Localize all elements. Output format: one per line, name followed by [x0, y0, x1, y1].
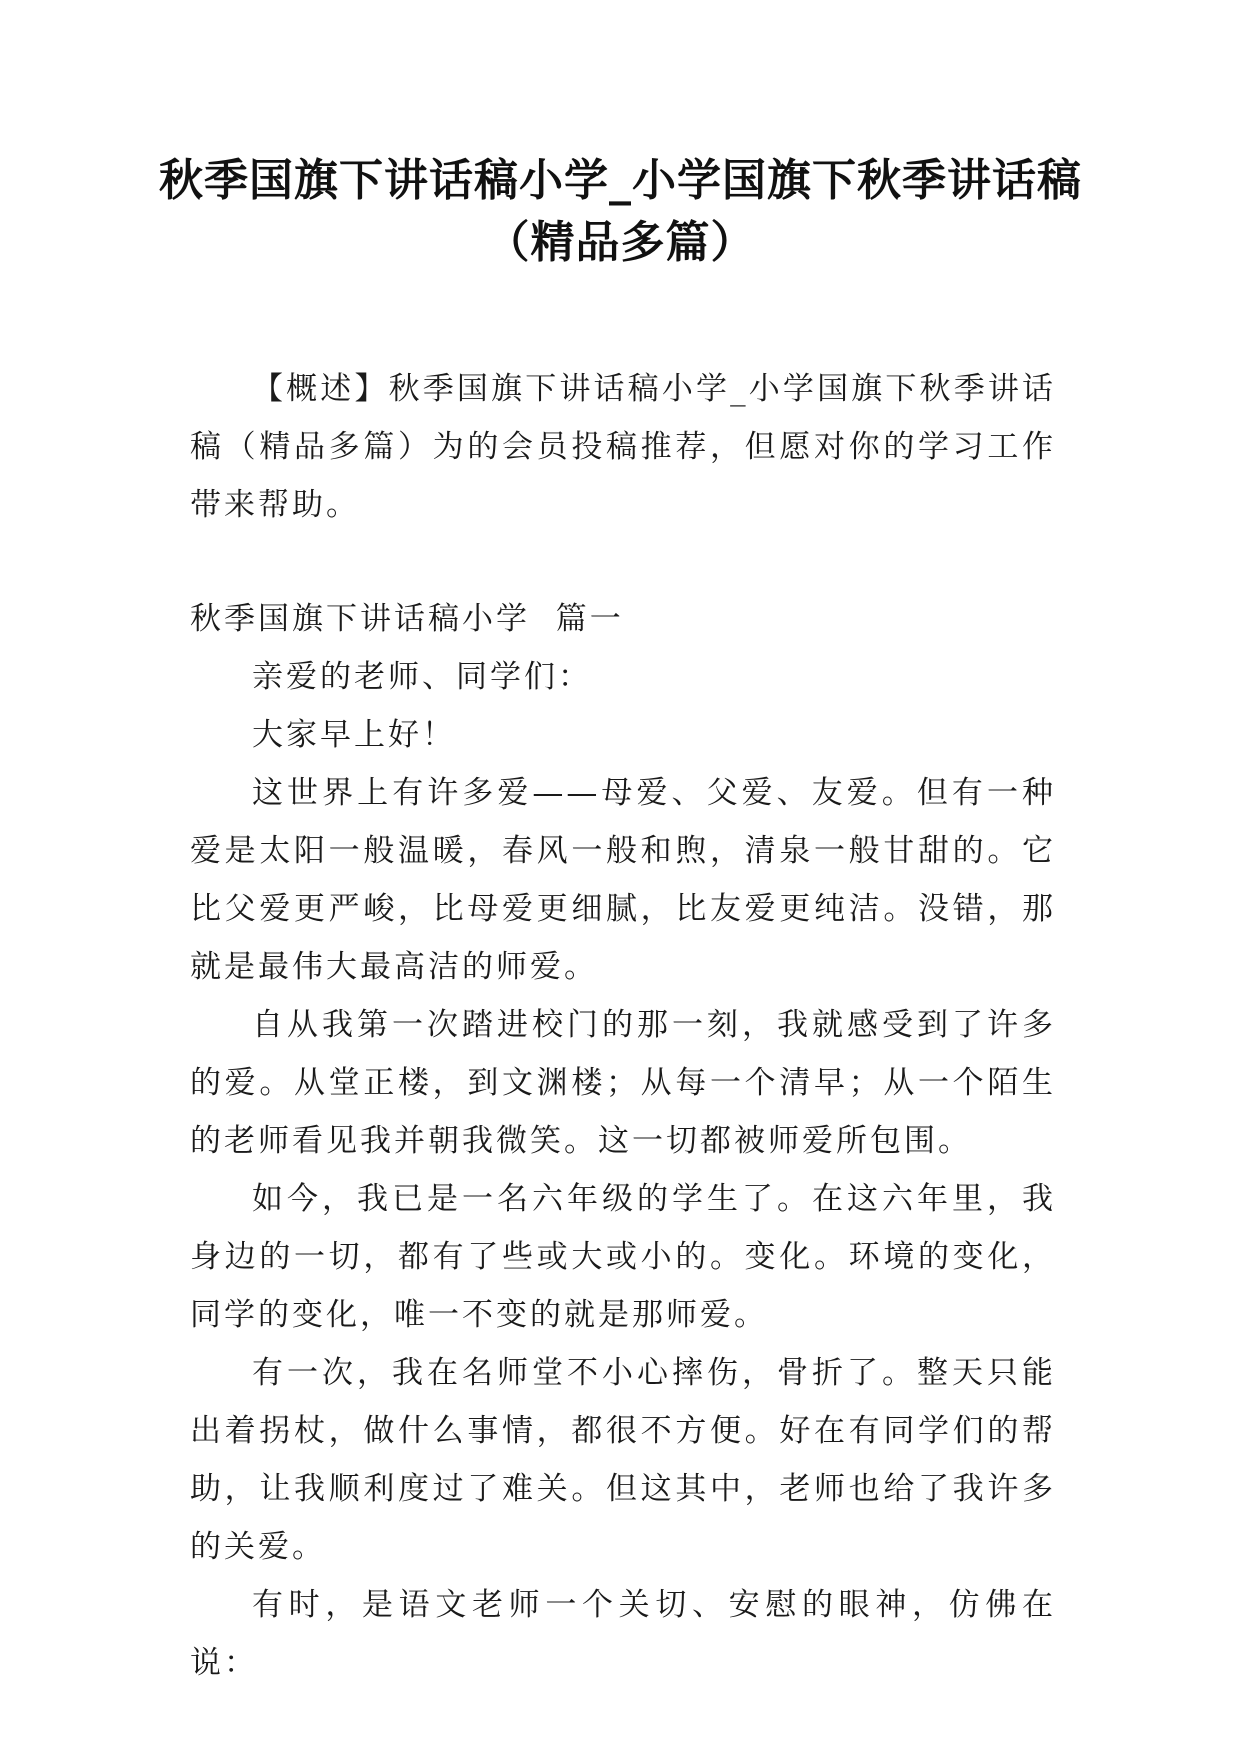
body-paragraph: 自从我第一次踏进校门的那一刻，我就感受到了许多的爱。从堂正楼，到文渊楼；从每一个清早；从一个陌生的老师看见我并朝我微笑。这一切都被师爱所包围。 [190, 1007, 1056, 1159]
summary-paragraph: 【概述】秋季国旗下讲话稿小学_小学国旗下秋季讲话稿（精品多篇）为的会员投稿推荐，但愿对你的学习工作带来帮助。 [190, 371, 1056, 523]
document-body [190, 360, 1056, 1692]
document-title: 秋季国旗下讲话稿小学_小学国旗下秋季讲话稿（精品多篇） [159, 155, 1082, 268]
salutation-paragraph: 大家早上好！ [252, 717, 456, 753]
body-paragraph: 如今，我已是一名六年级的学生了。在这六年里，我身边的一切，都有了些或大或小的。变化。环境的变化，同学的变化，唯一不变的就是那师爱。 [190, 1181, 1056, 1333]
section-heading: 秋季国旗下讲话稿小学 篇一 [190, 601, 624, 637]
body-paragraph: 这世界上有许多爱——母爱、父爱、友爱。但有一种爱是太阳一般温暖，春风一般和煦，清泉一般甘甜的。它比父爱更严峻，比母爱更细腻，比友爱更纯洁。没错，那就是最伟大最高洁的师爱。 [190, 775, 1056, 985]
body-paragraph: 有时，是语文老师一个关切、安慰的眼神，仿佛在说： [190, 1587, 1056, 1681]
body-paragraph: 有一次，我在名师堂不小心摔伤，骨折了。整天只能出着拐杖，做什么事情，都很不方便。好在有同学们的帮助，让我顺利度过了难关。但这其中，老师也给了我许多的关爱。 [190, 1355, 1056, 1565]
greeting-paragraph: 亲爱的老师、同学们： [252, 659, 592, 695]
